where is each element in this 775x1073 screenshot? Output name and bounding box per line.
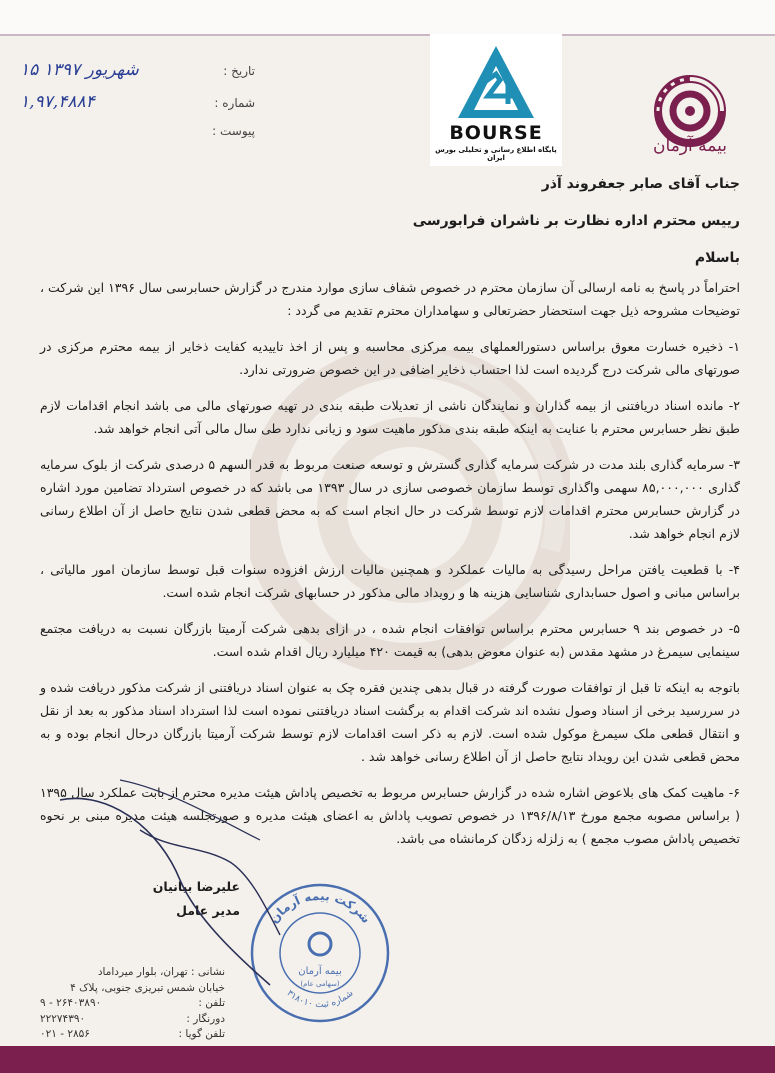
note-paragraph: باتوجه به اینکه تا قبل از توافقات صورت گرفته در قبال بدهی چندین فقره چک به عنوان اسناد دریافتنی از شرکت مذکور دریافت شده و در سررسید برخی از اسناد وصول نشده اند شرکت اقدام به برگشت اسناد دریافتنی نموده است لذا استرداد اسناد مذکور به بعد از نقل و انتقال قطعی ملک سیمرغ موکول شده است. لازم به ذکر است اقدامات لازم توسط شرکت آرمیتا بازرگان درحال انجام بوده و به محض قطعی شدن این رویداد نتایج حاصل از آن اطلاع رسانی خواهد شد . bbox=[40, 680, 740, 764]
footer-phone bbox=[40, 996, 225, 1012]
svg-text:شماره ثبت ۳۱۸۰۱۰ bbox=[285, 988, 356, 1010]
bourse-wordmark: BOURSE bbox=[449, 122, 543, 144]
date-value: ۱۵ شهریور ۱۳۹۷ bbox=[20, 60, 139, 80]
footer-address-1: نشانی : تهران، بلوار میرداماد bbox=[97, 966, 225, 978]
insurer-name: بیمه آرمان bbox=[653, 136, 727, 156]
callcenter-value: ۰۲۱ - ۲۸۵۶ bbox=[40, 1028, 90, 1040]
signatory-role: مدیر عامل bbox=[176, 903, 240, 918]
greeting: باسلام bbox=[694, 250, 740, 266]
item-3-paragraph: ۳- سرمایه گذاری بلند مدت در شرکت سرمایه گذاری گسترش و توسعه صنعت مربوط به قدر السهم ۵ درصدی شرکت از بلوک سرمایه گذاری ۸۵,۰۰۰,۰۰۰ سهمی واگذاری توسط سازمان خصوصی سازی در سال ۱۳۹۳ می باشد که در خصوص استرداد تضامین مورد اشاره در گزارش حسابرس محترم اقدامات لازم توسط شرکت در حال انجام است که به محض قطعی شدن نتایج حاصل از آن اطلاع رسانی لازم انجام خواهد شد. bbox=[40, 457, 740, 541]
bourse-caption: پایگاه اطلاع رسانی و تحلیلی بورس ایران bbox=[435, 146, 557, 162]
intro-paragraph: احتراماً در پاسخ به نامه ارسالی آن سازمان محترم در خصوص شفاف سازی موارد مندرج در گزارش حسابرسی سال ۱۳۹۶ این شرکت ، توضیحات مشروحه ذیل جهت استحضار حضرتعالی و سهامداران محترم تقدیم می گردد : bbox=[40, 280, 740, 318]
phone-value: ۹ - ۲۶۴۰۳۸۹۰ bbox=[40, 997, 102, 1009]
signatory-name: علیرضا بیانیان bbox=[152, 879, 240, 894]
stamp-top-text: شرکت بیمه آرمان bbox=[266, 888, 374, 926]
stamp-center-text: بیمه آرمان bbox=[298, 966, 342, 977]
item-6-paragraph: ۶- ماهیت کمک های بلاعوض اشاره شده در گزارش حسابرس مربوط به تخصیص پاداش هیئت مدیره محترم از بابت عملکرد سال ۱۳۹۵ ( براساس مصوبه مجمع مورخ ۱۳۹۶/۸/۱۳ در خصوص تصویب پاداش به اعضای هیئت مدیره و صورتجلسه هیئت مدیره مبنی بر نحوه تخصیص پاداش مصوب مجمع ) به زلزله زدگان کرمانشاه می باشد. bbox=[40, 785, 740, 846]
company-stamp-icon bbox=[245, 878, 395, 1028]
phone-label: تلفن : bbox=[198, 997, 225, 1009]
number-value: ۱,۹۷,۴۸۸۴ bbox=[20, 92, 95, 112]
number-field bbox=[20, 92, 255, 112]
top-margin-bar bbox=[0, 0, 775, 36]
number-label: شماره : bbox=[214, 96, 255, 110]
footer-callcenter bbox=[40, 1027, 225, 1043]
bourse-emblem-icon bbox=[430, 34, 562, 124]
bottom-brand-bar bbox=[0, 1046, 775, 1073]
recipient-title: رییس محترم اداره نظارت بر ناشران فرابورسی bbox=[412, 213, 740, 229]
attachment-field bbox=[20, 124, 255, 138]
stamp-bottom-text: شماره ثبت ۳۱۸۰۱۰ bbox=[284, 988, 356, 1011]
date-label: تاریخ : bbox=[223, 64, 255, 78]
callcenter-label: تلفن گویا : bbox=[178, 1028, 225, 1040]
fax-label: دورنگار : bbox=[186, 1012, 225, 1025]
item-5-paragraph: ۵- در خصوص بند ۹ حسابرس محترم براساس توافقات انجام شده ، در ازای بدهی شرکت آرمیتا بازرگان نسبت به دریافت مجتمع سینمایی سیمرغ در مشهد مقدس (به عنوان معوض بدهی) به قیمت ۴۲۰ میلیارد ریال اقدام شده است. bbox=[40, 621, 740, 659]
footer-contact bbox=[40, 965, 225, 1043]
svg-text:شرکت بیمه آرمان bbox=[267, 889, 374, 926]
signatory-block bbox=[130, 875, 240, 923]
fax-value: ۲۲۲۷۴۳۹۰ bbox=[40, 1012, 86, 1025]
bourse-logo bbox=[430, 34, 562, 166]
stamp-sub-text: (سهامی عام) bbox=[300, 980, 340, 988]
item-1-paragraph: ۱- ذخیره خسارت معوق براساس دستورالعملهای بیمه مرکزی محاسبه و پس از اخذ تاییدیه کفایت ذخایر از بیمه محترم مرکزی در صورتهای مالی شرکت درج گردیده است لذا احتساب ذخایر اضافی در این خصوص ضرورتی ندارد. bbox=[40, 339, 740, 377]
date-field bbox=[20, 60, 255, 80]
attachment-label: پیوست : bbox=[212, 124, 255, 138]
footer-fax bbox=[40, 1012, 225, 1028]
recipient-name: جناب آقای صابر جعفروند آذر bbox=[541, 176, 740, 192]
item-2-paragraph: ۲- مانده اسناد دریافتنی از بیمه گذاران و نمایندگان ناشی از تعدیلات طبقه بندی در تهیه صورتهای مالی می باشد انجام اقدامات لازم طبق نظر حسابرس محترم با عنایت به اینکه طبقه بندی مذکور ماهیت سود و زیانی ندارد طی سال مالی آتی انجام خواهد شد. bbox=[40, 398, 740, 436]
footer-address-2: خیابان شمس تبریزی جنوبی، پلاک ۴ bbox=[70, 981, 225, 994]
letter-meta bbox=[20, 60, 255, 150]
item-4-paragraph: ۴- با قطعیت یافتن مراحل رسیدگی به مالیات عملکرد و همچنین مالیات ارزش افزوده سنوات قبل توسط سازمان امور مالیاتی ، براساس مبانی و اصول حسابداری شناسایی هزینه ها و رویداد مالی مذکور در حسابهای شرکت انجام شده است. bbox=[40, 562, 740, 600]
letter-body bbox=[40, 172, 740, 863]
